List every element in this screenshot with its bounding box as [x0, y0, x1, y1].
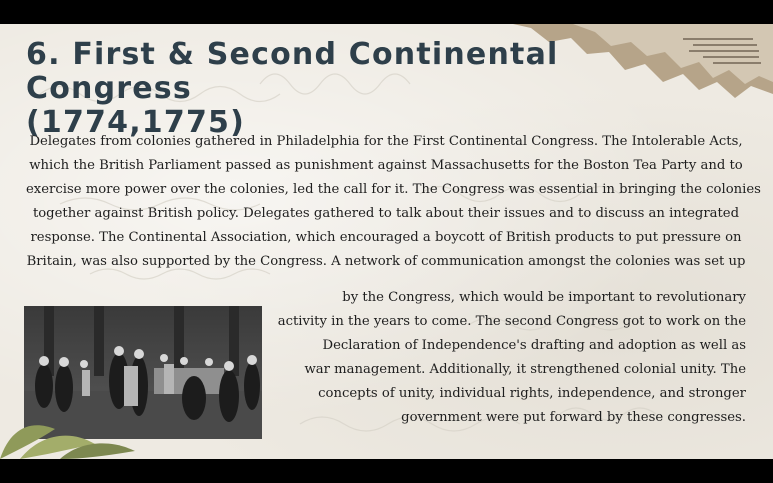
title-line-2: (1774,1775): [26, 105, 246, 140]
paragraph-line: which the British Parliament passed as punishment against Massachusetts for the Boston Tea Party and to: [29, 157, 743, 173]
paragraph-line: response. The Continental Association, which encouraged a boycott of British products to put pressure on: [30, 229, 742, 245]
paragraph-top: [26, 130, 761, 273]
leaf-decoration: [0, 389, 140, 459]
paragraph-line: together against British policy. Delegates gathered to talk about their issues and to discuss an integrated: [32, 205, 740, 221]
paragraph-line: government were put forward by these congresses.: [401, 409, 746, 425]
title-line-1: 6. First & Second Continental Congress: [26, 37, 559, 106]
slide: [0, 24, 773, 459]
paragraph-right: [272, 286, 746, 429]
paragraph-line: concepts of unity, individual rights, independence, and stronger: [318, 385, 746, 401]
slide-title: [26, 38, 726, 140]
paragraph-line: Delegates from colonies gathered in Philadelphia for the First Continental Congress. The Intolerable Acts,: [29, 134, 743, 149]
paragraph-line: by the Congress, which would be important to revolutionary: [342, 290, 746, 305]
paragraph-line: exercise more power over the colonies, led the call for it. The Congress was essential in bringing the colonies: [26, 181, 761, 197]
paragraph-line: war management. Additionally, it strengthened colonial unity. The: [304, 361, 746, 377]
paragraph-line: activity in the years to come. The second Congress got to work on the: [277, 313, 746, 329]
paragraph-line: Declaration of Independence's drafting and adoption as well as: [322, 337, 746, 353]
paragraph-line: Britain, was also supported by the Congress. A network of communication amongst the colonies was set up: [26, 253, 746, 269]
